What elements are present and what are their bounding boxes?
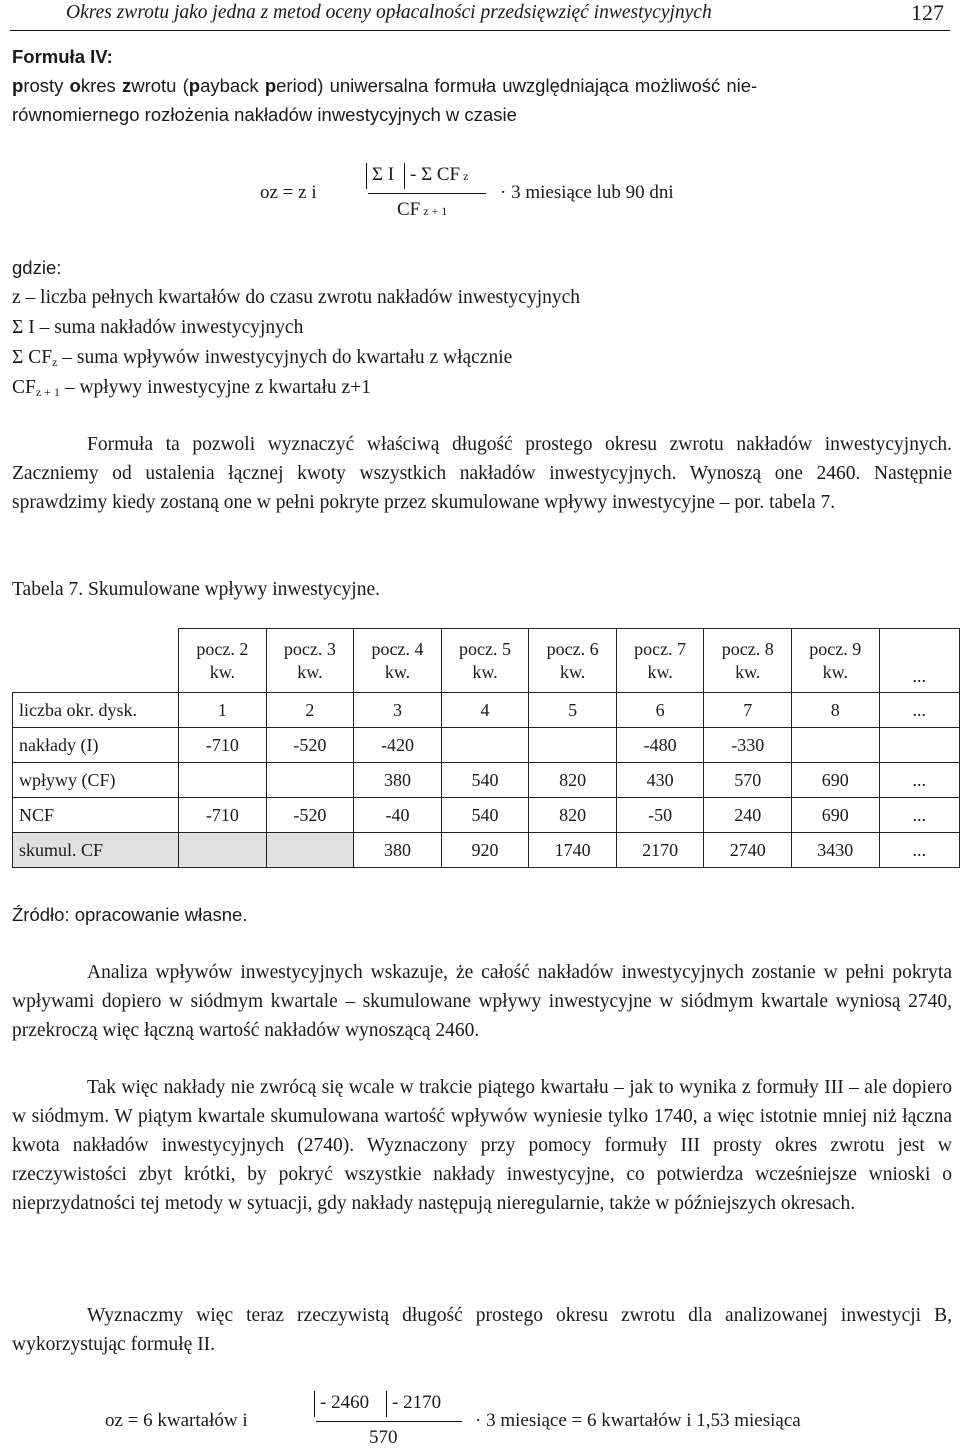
cumulative-inflows-table — [12, 628, 960, 868]
table-cell: ... — [879, 798, 959, 833]
formula-4-rhs: · 3 miesiące lub 90 dni — [500, 182, 674, 203]
table-cell: -480 — [616, 728, 704, 763]
table-header-cell: pocz. 9 kw. — [792, 629, 880, 693]
table-row-label: skumul. CF — [13, 833, 179, 868]
where-item-sum-cf: Σ $CF_z$ – suma wpływów inwestycyjnych do kwartału z włącznie — [12, 347, 513, 369]
formula-heading: Formuła IV: — [12, 46, 113, 67]
table-cell: 380 — [354, 763, 442, 798]
table-cell: 1 — [179, 693, 267, 728]
table-cell: 6 — [616, 693, 704, 728]
table-cell: -420 — [354, 728, 442, 763]
table-cell: -330 — [704, 728, 792, 763]
formula-description-line-2: równomiernego rozłożenia nakładów inwestycyjnych w czasie — [12, 104, 517, 125]
where-item-cf-next: $CF_{z + 1}$ – wpływy inwestycyjne z kwartału z+1 — [12, 377, 371, 399]
table-cell: 1740 — [529, 833, 617, 868]
table-cell: 820 — [529, 763, 617, 798]
page-number: 127 — [911, 0, 944, 25]
table-row — [13, 728, 960, 763]
table-row-label: nakłady (I) — [13, 728, 179, 763]
table-cell: 690 — [792, 798, 880, 833]
table-header-cell: pocz. 5 kw. — [441, 629, 529, 693]
table-cell: 920 — [441, 833, 529, 868]
table-cell: -710 — [179, 798, 267, 833]
running-header-title: Okres zwrotu jako jedna z metod oceny opłacalności przedsięwzięć inwestycyjnych — [66, 2, 712, 23]
table-header-cell — [13, 629, 179, 693]
final-formula-lhs: oz = 6 kwartałów i — [105, 1410, 248, 1431]
table-cell: 690 — [792, 763, 880, 798]
final-formula-num-a: - 2460 — [320, 1392, 370, 1413]
table-header-cell: pocz. 3 kw. — [266, 629, 354, 693]
running-header — [10, 0, 950, 31]
final-formula-rhs: · 3 miesiące = 6 kwartałów i 1,53 miesiąca — [475, 1410, 801, 1431]
table-cell: -40 — [354, 798, 442, 833]
table-row-label: wpływy (CF) — [13, 763, 179, 798]
table-cell: 3430 — [792, 833, 880, 868]
table-header-cell: pocz. 7 kw. — [616, 629, 704, 693]
table-cell: 4 — [441, 693, 529, 728]
formula-4-denominator: CF z + 1 — [397, 199, 448, 220]
final-formula-denominator: 570 — [369, 1427, 398, 1448]
table-cell: 5 — [529, 693, 617, 728]
table-source: Źródło: opracowanie własne. — [12, 904, 248, 925]
where-item-sum-i: Σ I – suma nakładów inwestycyjnych — [12, 317, 304, 338]
table-row-label: liczba okr. dysk. — [13, 693, 179, 728]
table-cell: 570 — [704, 763, 792, 798]
table-cell: -520 — [266, 798, 354, 833]
table-header-row — [13, 629, 960, 693]
table-cell: 2170 — [616, 833, 704, 868]
table-cell: -710 — [179, 728, 267, 763]
table-cell: ... — [879, 833, 959, 868]
table-cell: ... — [879, 763, 959, 798]
paragraph-1: Formuła ta pozwoli wyznaczyć właściwą długość prostego okresu zwrotu nakładów inwestycyjnych. Zaczniemy od ustalenia łącznej kwoty wszystkich nakładów inwestycyjnych. Wynoszą one 2460. Następnie sprawdzimy kiedy zostaną one w pełni pokryte przez skumulowane wpływy inwestycyjne – por. tabela 7. — [12, 434, 952, 513]
table-cell: 2 — [266, 693, 354, 728]
abs-bar-left — [366, 163, 367, 189]
table-cell — [441, 728, 529, 763]
table-cell — [179, 833, 267, 868]
table-cell: ... — [879, 693, 959, 728]
table-header-cell: pocz. 6 kw. — [529, 629, 617, 693]
abs-bar-right — [404, 163, 405, 189]
table-cell: 380 — [354, 833, 442, 868]
table-cell — [266, 833, 354, 868]
paragraph-2: Analiza wpływów inwestycyjnych wskazuje, że całość nakładów inwestycyjnych zostanie w pełni pokryta wpływami dopiero w siódmym kwartale – skumulowane wpływy inwestycyjne w siódmym kwartale wyniosą 2740, przekroczą więc łączną wartość nakładów wynoszącą 2460. — [12, 962, 952, 1041]
table-cell: 8 — [792, 693, 880, 728]
table-cell — [179, 763, 267, 798]
table-row — [13, 693, 960, 728]
table-row-label: NCF — [13, 798, 179, 833]
table-cell — [879, 728, 959, 763]
table-row — [13, 798, 960, 833]
formula-4-sigma-i: Σ I — [372, 164, 395, 185]
table-cell: 7 — [704, 693, 792, 728]
table-cell — [792, 728, 880, 763]
table-cell: 240 — [704, 798, 792, 833]
paragraph-3: Tak więc nakłady nie zwrócą się wcale w trakcie piątego kwartału – jak to wynika z formuły III – ale dopiero w siódmym. W piątym kwartale skumulowana wartość wpływów wyniesie tylko 1740, a więc istotnie mniej niż łączna kwota nakładów inwestycyjnych (2740). Wyznaczony przy pomocy formuły III prosty okres zwrotu jest w rzeczywistości zbyt krótki, by pokryć wszystkie nakłady inwestycyjne, co potwierdza wcześniejsze wnioski o nieprzydatności tej metody w sytuacji, gdy nakłady następują nieregularnie, także w późniejszych okresach. — [12, 1077, 952, 1214]
where-label: gdzie: — [12, 257, 62, 278]
table-header-cell: pocz. 8 kw. — [704, 629, 792, 693]
formula-4-fraction-line — [368, 193, 486, 194]
formula-4-lhs: oz = z i — [260, 182, 317, 203]
where-item-z: z – liczba pełnych kwartałów do czasu zwrotu nakładów inwestycyjnych — [12, 287, 581, 308]
paragraph-4: Wyznaczmy więc teraz rzeczywistą długość prostego okresu zwrotu dla analizowanej inwestycji B, wykorzystując formułę II. — [12, 1305, 952, 1355]
formula-description-line-1: prosty okres zwrotu (payback period) uniwersalna formuła uwzględniająca możliwość nie- — [12, 75, 758, 96]
table-cell — [266, 763, 354, 798]
final-formula-fraction-line — [316, 1421, 462, 1422]
table-header-cell: ... — [879, 629, 959, 693]
table-cell — [529, 728, 617, 763]
table-row — [13, 833, 960, 868]
formula-4-sigma-cf: - Σ CF z — [410, 164, 469, 185]
table-cell: 430 — [616, 763, 704, 798]
table-row — [13, 763, 960, 798]
abs-bar-right — [386, 1391, 387, 1417]
table-cell: -520 — [266, 728, 354, 763]
table-cell: 2740 — [704, 833, 792, 868]
table-cell: 820 — [529, 798, 617, 833]
table-caption: Tabela 7. Skumulowane wpływy inwestycyjne. — [12, 579, 380, 600]
table-header-cell: pocz. 4 kw. — [354, 629, 442, 693]
table-cell: -50 — [616, 798, 704, 833]
table-header-cell: pocz. 2 kw. — [179, 629, 267, 693]
abs-bar-left — [314, 1391, 315, 1417]
table-cell: 3 — [354, 693, 442, 728]
table-cell: 540 — [441, 798, 529, 833]
final-formula-num-b: - 2170 — [392, 1392, 442, 1413]
table-cell: 540 — [441, 763, 529, 798]
